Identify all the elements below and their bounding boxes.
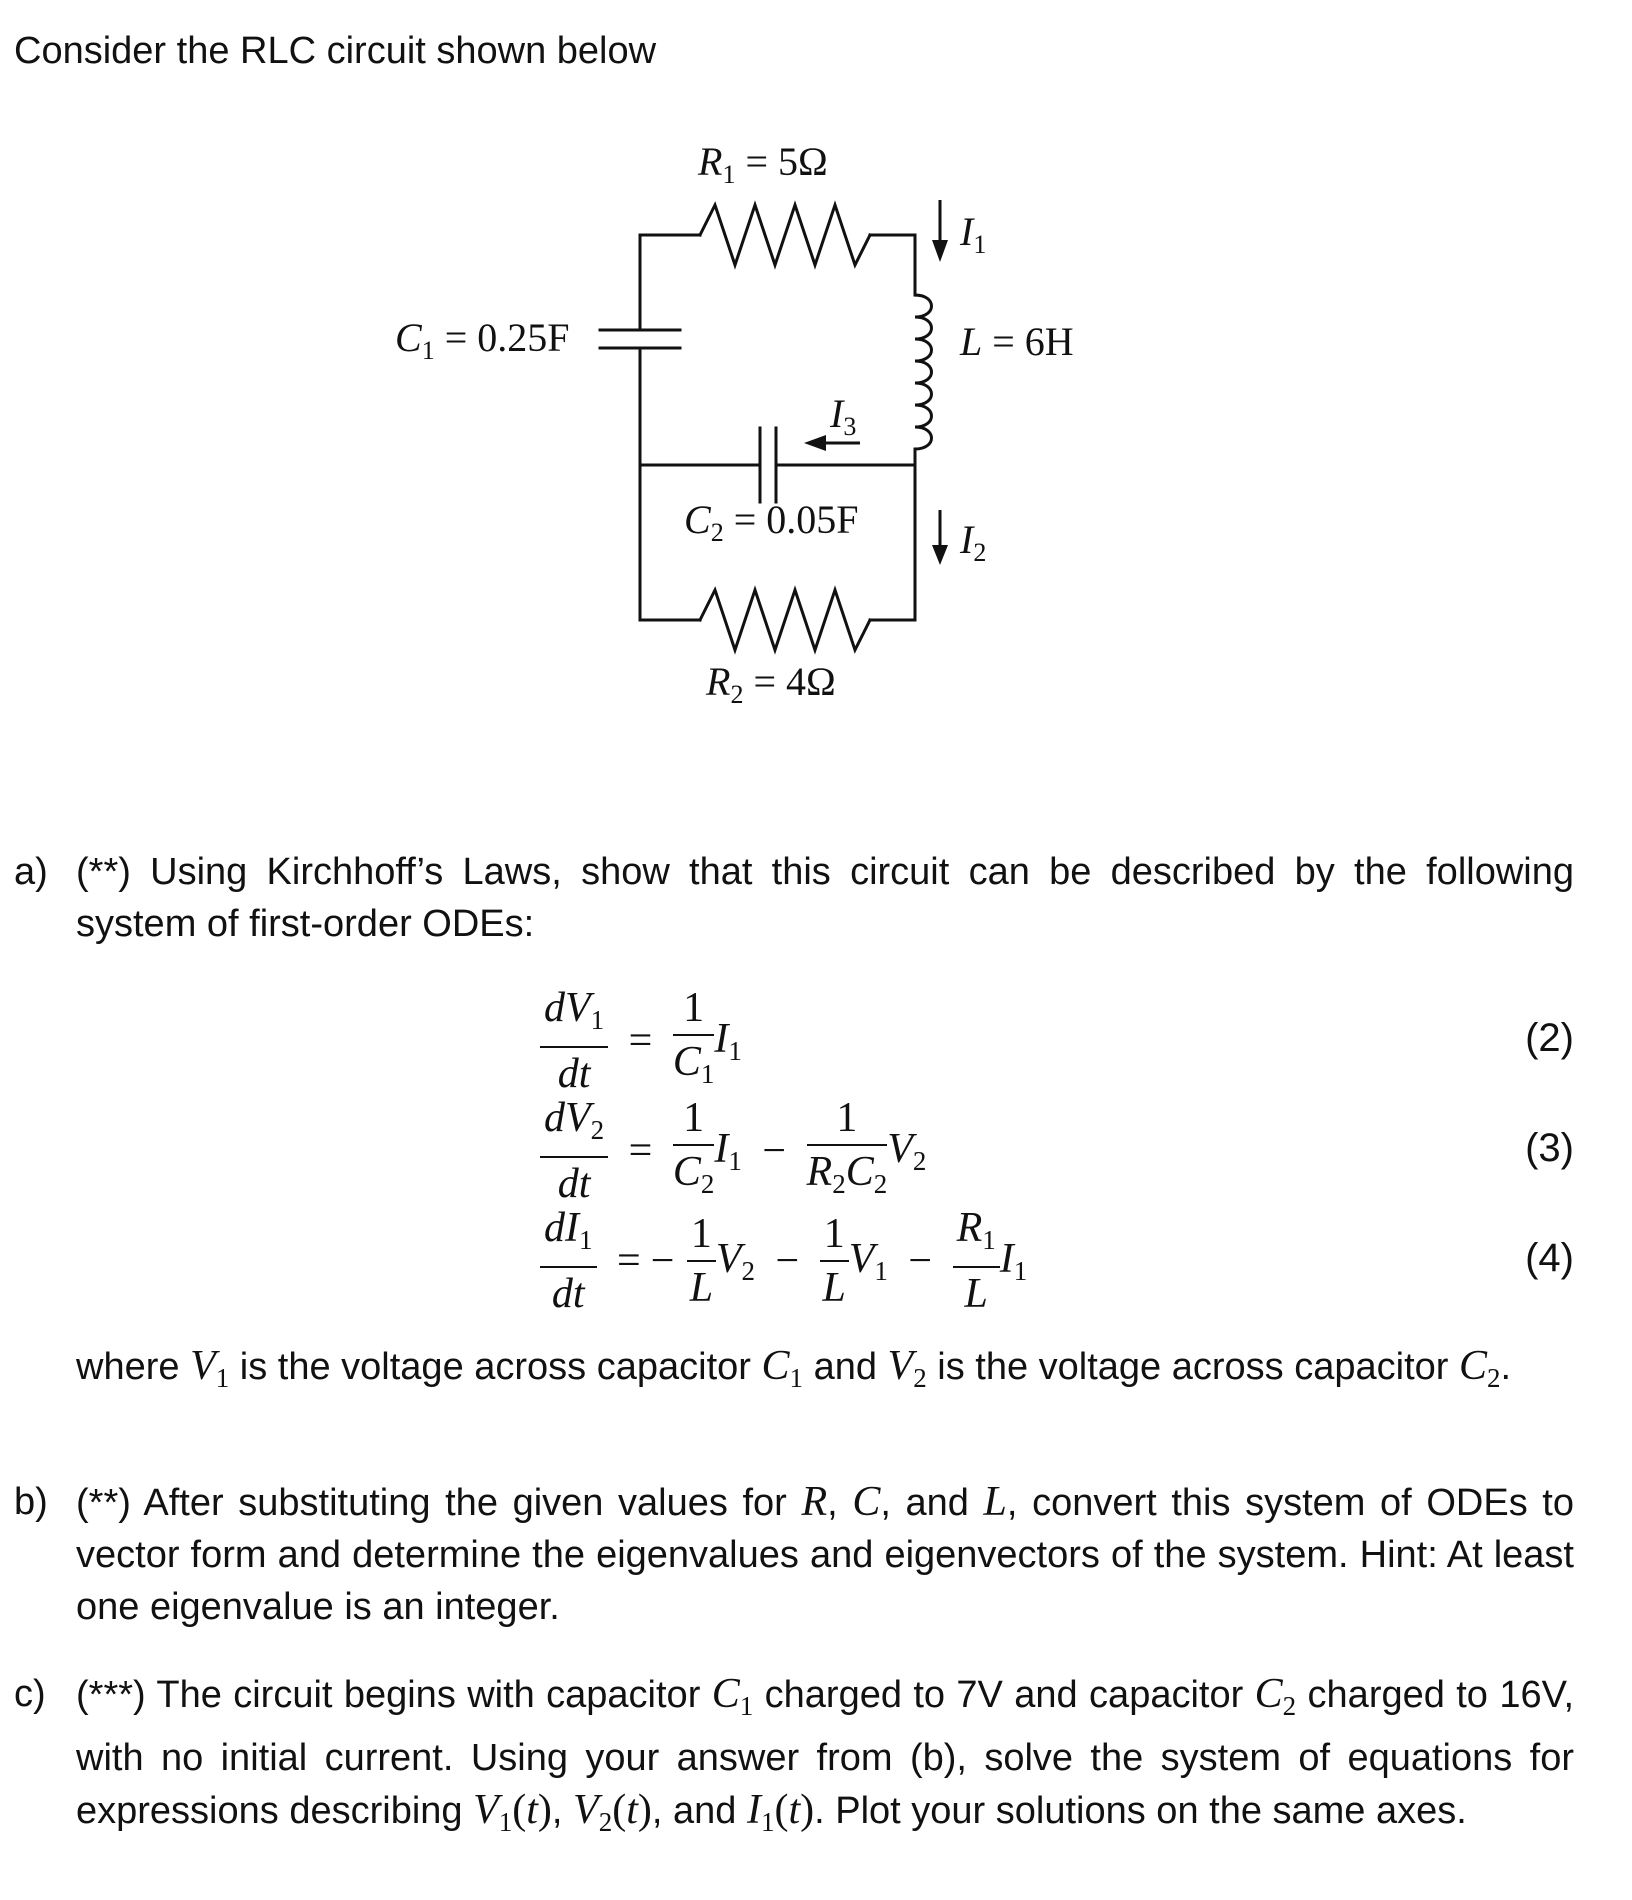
label-i3: $I_3$ xyxy=(830,391,857,441)
wire-top-right xyxy=(870,235,915,295)
part-b-marker: b) xyxy=(14,1481,48,1523)
label-i2: $I_2$ xyxy=(960,517,987,567)
equation-number-3: (3) xyxy=(1525,1126,1574,1170)
arrow-i2-head xyxy=(932,545,948,565)
equation-3: $\frac{dV_2}{dt}$ = $\frac{1}{C_2}$ $I_1$ − $\frac{1}{R_2C_2}$ $V_2$ xyxy=(540,1096,926,1206)
label-i1: $I_1$ xyxy=(960,209,987,259)
resistor-r2 xyxy=(700,590,870,650)
part-c xyxy=(14,1668,1574,1848)
part-a-where: where $V_1$ is the voltage across capacitor $C_1$ and $V_2$ is the voltage across capacitor $C_2$. xyxy=(76,1343,1512,1393)
rlc-circuit-diagram xyxy=(0,0,1632,720)
label-r1: $R_1 = 5\Omega$ xyxy=(698,139,828,189)
arrow-i1-head xyxy=(932,240,948,262)
part-c-marker: c) xyxy=(14,1673,46,1715)
label-l: L = 6H xyxy=(960,319,1074,364)
part-a-text: (**) Using Kirchhoff’s Laws, show that this circuit can be described by the following system of first-order ODEs: xyxy=(76,851,1574,945)
intro-text: Consider the RLC circuit shown below xyxy=(14,30,657,72)
equation-number-4: (4) xyxy=(1525,1236,1574,1280)
part-a xyxy=(14,846,1574,950)
resistor-r1 xyxy=(700,205,870,265)
label-c2: $C_2 = 0.05F$ xyxy=(684,497,859,547)
equation-4: $\frac{dI_1}{dt}$ = − $\frac{1}{L}$ $V_2$ − $\frac{1}{L}$ $V_1$ − $\frac{R_1}{L}$ $I_1$ xyxy=(540,1206,1027,1316)
arrow-i3-head xyxy=(804,435,826,451)
label-c1: $C_1 = 0.25F$ xyxy=(395,315,570,365)
part-b-text: (**) After substituting the given values for R, C, and L, convert this system of ODEs to vector form and determine the eigenvalues and eigenvectors of the system. Hint: At least one eigenvalue is an integer. xyxy=(76,1479,1574,1628)
part-c-text: (***) The circuit begins with capacitor $C_1$ charged to 7V and capacitor $C_2$ charged to 16V, with no initial current. Using your answer from (b), solve the system of equations for expressions describing $V_1(t)$, $V_2(t)$, and $I_1(t)$. Plot your solutions on the same axes. xyxy=(76,1671,1575,1837)
part-a-marker: a) xyxy=(14,851,48,893)
equation-2: $\frac{dV_1}{dt}$ = $\frac{1}{C_1}$ $I_1$ xyxy=(540,986,742,1096)
part-b xyxy=(14,1476,1574,1633)
label-r2: $R_2 = 4\Omega$ xyxy=(706,659,836,709)
inductor-l xyxy=(915,295,932,494)
equation-number-2: (2) xyxy=(1525,1016,1574,1060)
